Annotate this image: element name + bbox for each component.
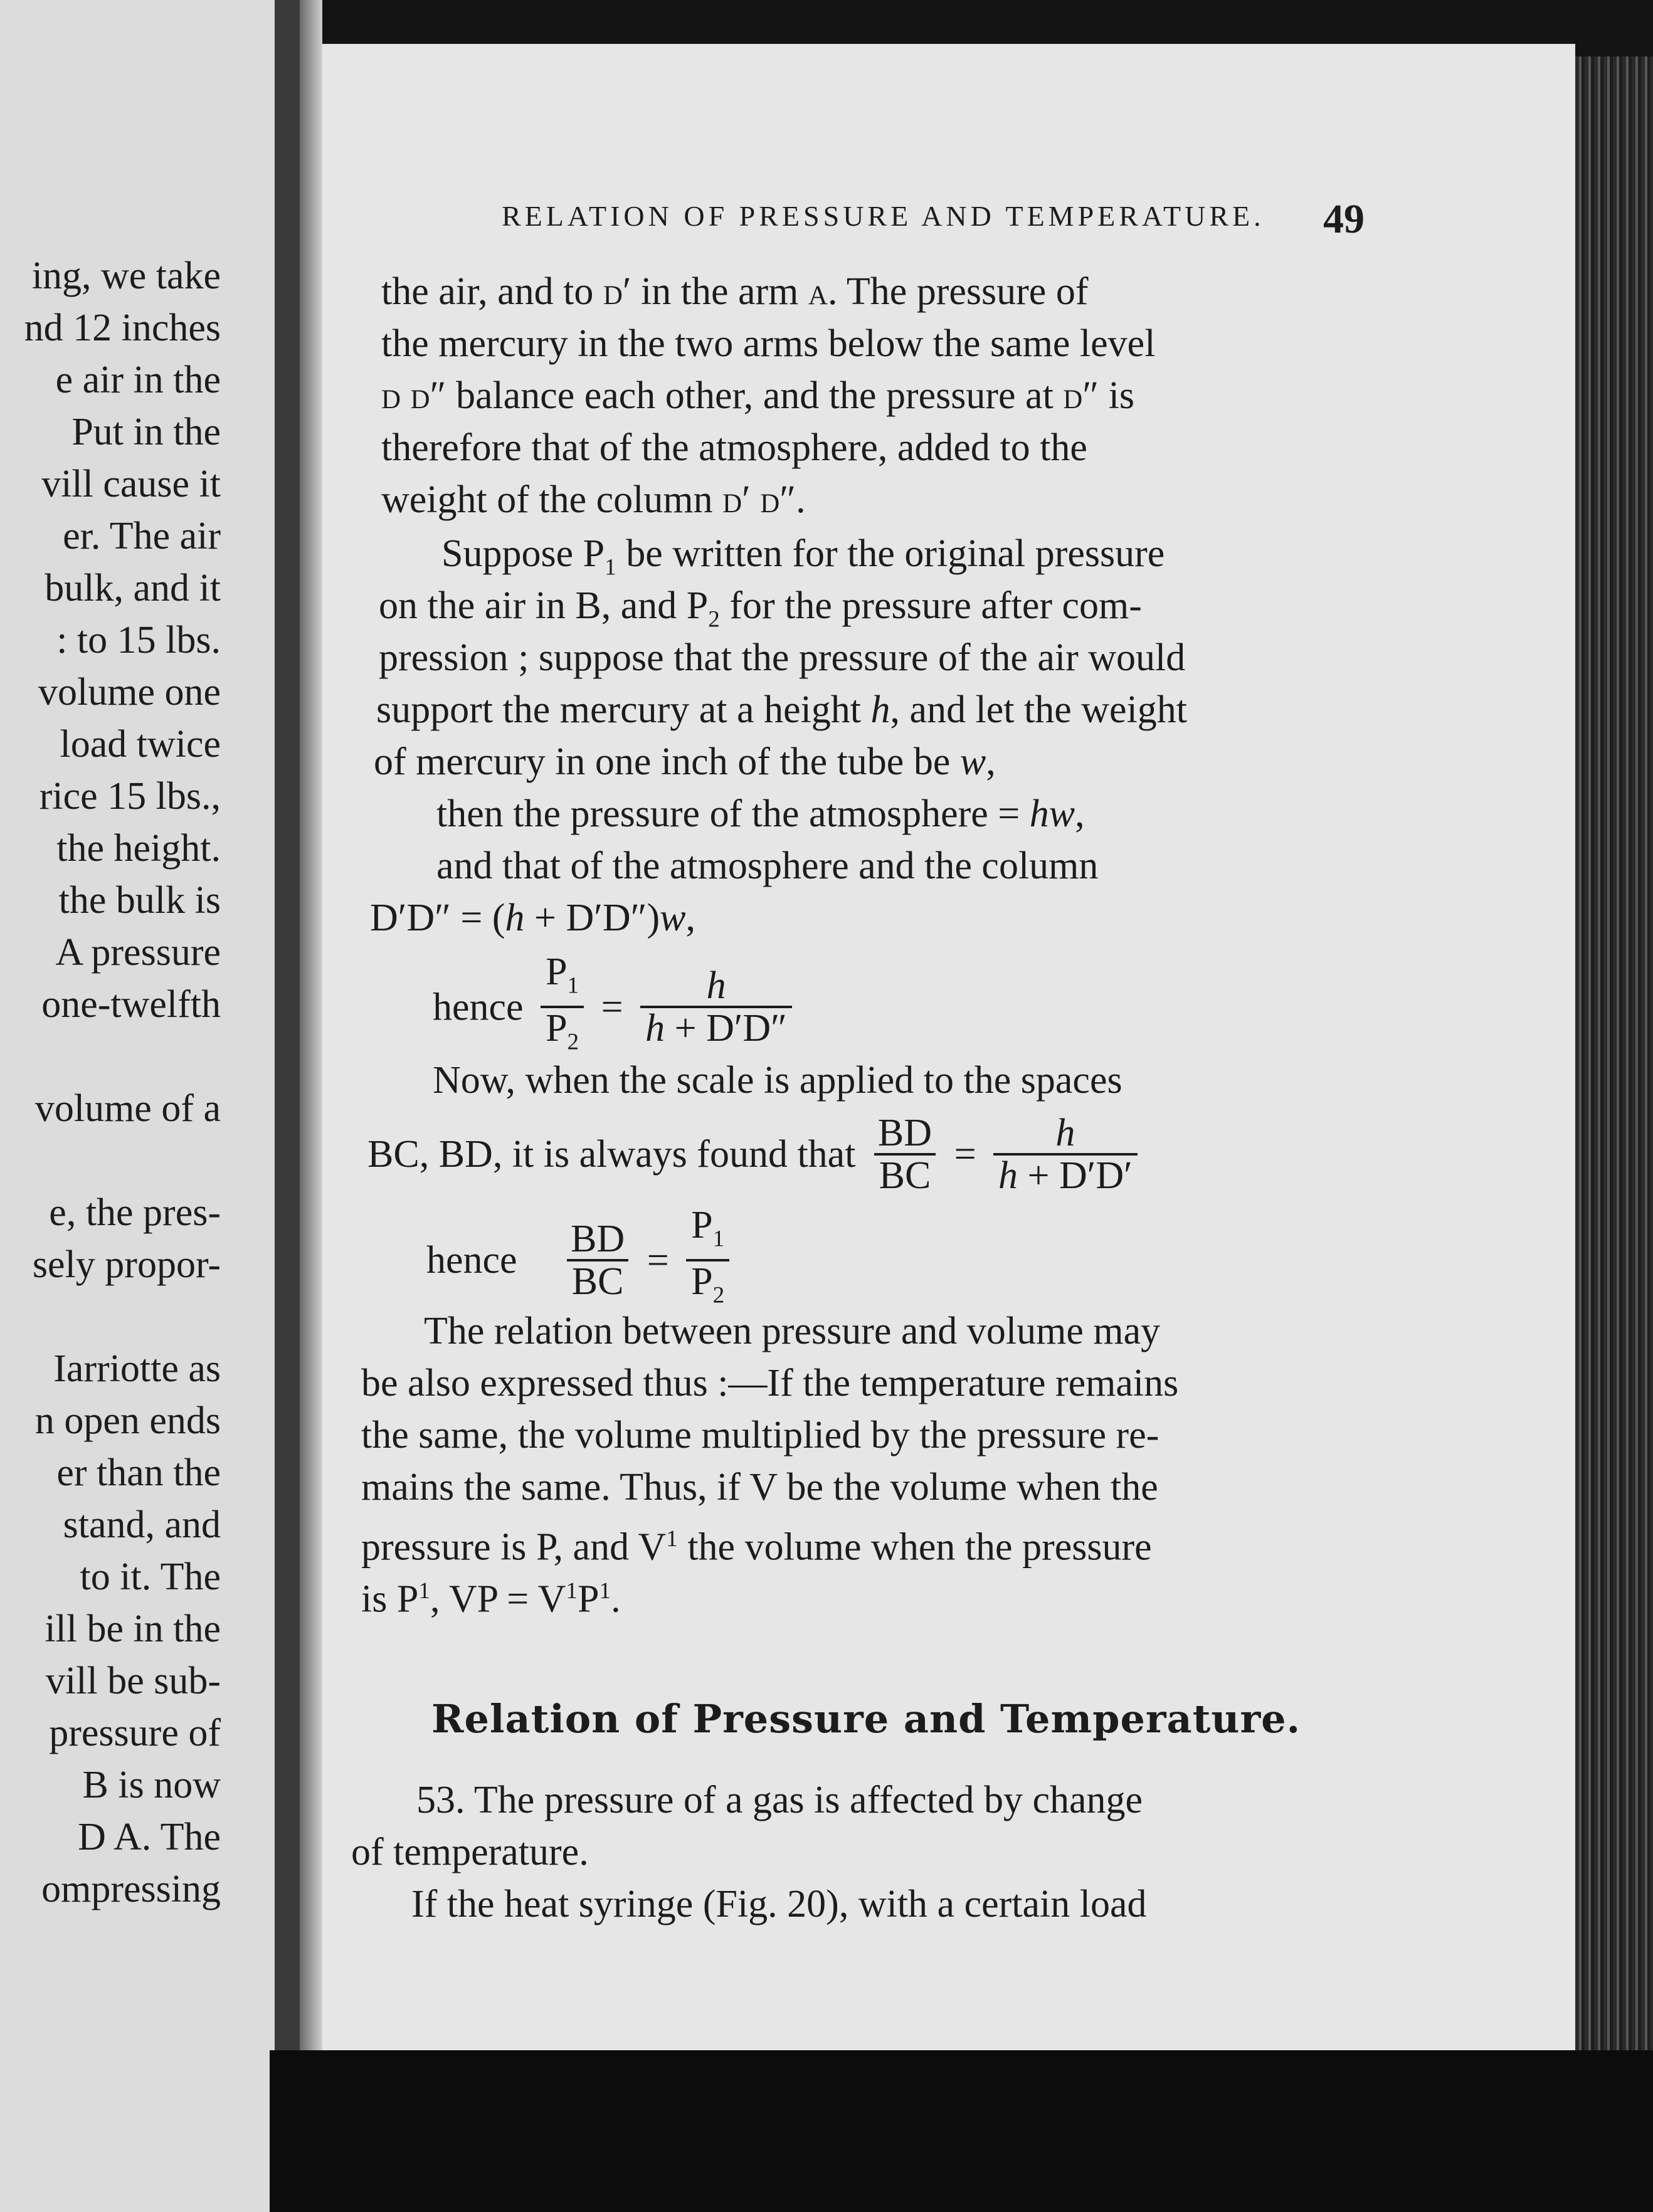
text-line: support the mercury at a height h, and let the weight: [376, 688, 1188, 731]
facing-line: nd 12 inches: [24, 307, 221, 349]
fraction-h: $\frac{h}{h + D'D'}$: [993, 1113, 1138, 1196]
facing-line: stand, and: [63, 1504, 221, 1546]
text-line: pressure is P, and $V^1$ the volume when the pressure: [361, 1525, 1152, 1569]
equation-ratio-pressure: hence $\frac{P_1}{P_2}$ = $\frac{h}{h + D'D''}$: [433, 952, 800, 1063]
section-heading: Relation of Pressure and Temperature.: [431, 1696, 1301, 1742]
text-line: Now, when the scale is applied to the spaces: [433, 1059, 1122, 1102]
running-header: RELATION OF PRESSURE AND TEMPERATURE.: [502, 200, 1265, 232]
facing-line: one-twelfth: [41, 983, 221, 1026]
fraction-p1-p2: $\frac{P_1}{P_2}$: [686, 1205, 729, 1316]
equation-hence: hence: [426, 1239, 517, 1282]
facing-line: rice 15 lbs.,: [39, 775, 221, 818]
facing-line: A pressure: [55, 931, 221, 974]
text-line: be also expressed thus :—If the temperature remains: [361, 1362, 1179, 1404]
fraction-bd-bc: $\frac{BD}{BC}$: [566, 1219, 630, 1302]
text-line: of mercury in one inch of the tube be w,: [374, 740, 996, 783]
facing-line: pressure of: [49, 1712, 221, 1754]
page-edges: [1575, 56, 1653, 2050]
fraction-bd-bc: $\frac{BD}{BC}$: [873, 1113, 937, 1196]
fraction-h: $\frac{h}{h + D'D''}$: [640, 966, 792, 1048]
facing-line: the height.: [56, 827, 221, 870]
facing-line: Put in the: [71, 411, 221, 453]
facing-line: Iarriotte as: [53, 1347, 221, 1390]
text-line: pression ; suppose that the pressure of the air would: [379, 636, 1186, 679]
facing-line: ing, we take: [31, 255, 221, 297]
text-line: then the pressure of the atmosphere = hw,: [436, 793, 1085, 835]
text-line: the air, and to d′ in the arm a. The pressure of: [381, 270, 1089, 313]
facing-line: vill be sub-: [46, 1660, 221, 1702]
text-line: of temperature.: [351, 1831, 589, 1873]
text-line: is $P^1$, VP = $V^1P^1$.: [361, 1577, 621, 1621]
text-line: therefore that of the atmosphere, added to the: [381, 426, 1087, 469]
facing-line: the bulk is: [58, 879, 221, 922]
text-line: d d″ balance each other, and the pressure at d″ is: [381, 374, 1135, 417]
facing-line: n open ends: [34, 1399, 221, 1442]
equation-bd-bc-p1-p2: hence $\frac{BD}{BC}$ = $\frac{P_1}{P_2}$: [426, 1205, 737, 1316]
page-number: 49: [1323, 196, 1365, 242]
facing-line: sely propor-: [32, 1243, 221, 1286]
text-line: on the air in B, and $P_2$ for the pressure after com-: [379, 584, 1142, 633]
facing-line: ompressing: [41, 1868, 221, 1910]
text-line: the same, the volume multiplied by the pressure re-: [361, 1414, 1159, 1456]
facing-line: : to 15 lbs.: [56, 619, 221, 661]
fraction-p1-p2: $\frac{P_1}{P_2}$: [541, 952, 584, 1063]
text-line: mains the same. Thus, if V be the volume when the: [361, 1466, 1158, 1509]
book-gutter: [275, 0, 300, 2212]
gutter-shadow: [300, 0, 322, 2212]
facing-line: to it. The: [80, 1556, 221, 1598]
facing-line: volume of a: [34, 1087, 221, 1130]
text-line: 53. The pressure of a gas is affected by change: [416, 1779, 1143, 1821]
facing-line: load twice: [60, 723, 221, 766]
equation-hence: hence: [433, 986, 524, 1029]
facing-line: bulk, and it: [45, 567, 221, 609]
facing-line: er. The air: [63, 515, 221, 557]
facing-line: e air in the: [55, 359, 221, 401]
facing-line: vill cause it: [41, 463, 221, 505]
facing-line: e, the pres-: [49, 1191, 221, 1234]
text-line: and that of the atmosphere and the column: [436, 845, 1099, 887]
text-line: Suppose $P_1$ be written for the original pressure: [441, 532, 1165, 581]
facing-line: volume one: [38, 671, 221, 714]
facing-line: ill be in the: [45, 1608, 221, 1650]
facing-line: er than the: [56, 1451, 221, 1494]
facing-page: [0, 0, 275, 2212]
text-line: The relation between pressure and volume may: [424, 1310, 1161, 1352]
text-line: the mercury in the two arms below the same level: [381, 322, 1156, 365]
text-line: weight of the column d′ d″.: [381, 478, 806, 521]
text-line: D′D″ = (h + D′D″)w,: [370, 897, 695, 939]
text-line: If the heat syringe (Fig. 20), with a certain load: [411, 1883, 1147, 1925]
facing-line: B is now: [82, 1764, 221, 1806]
equation-ratio-spaces: BC, BD, it is always found that $\frac{BD}{BC}$ = $\frac{h}{h + D'D'}$: [367, 1113, 1145, 1196]
bottom-shadow: [270, 2050, 1653, 2212]
facing-line: D A. The: [78, 1816, 221, 1858]
